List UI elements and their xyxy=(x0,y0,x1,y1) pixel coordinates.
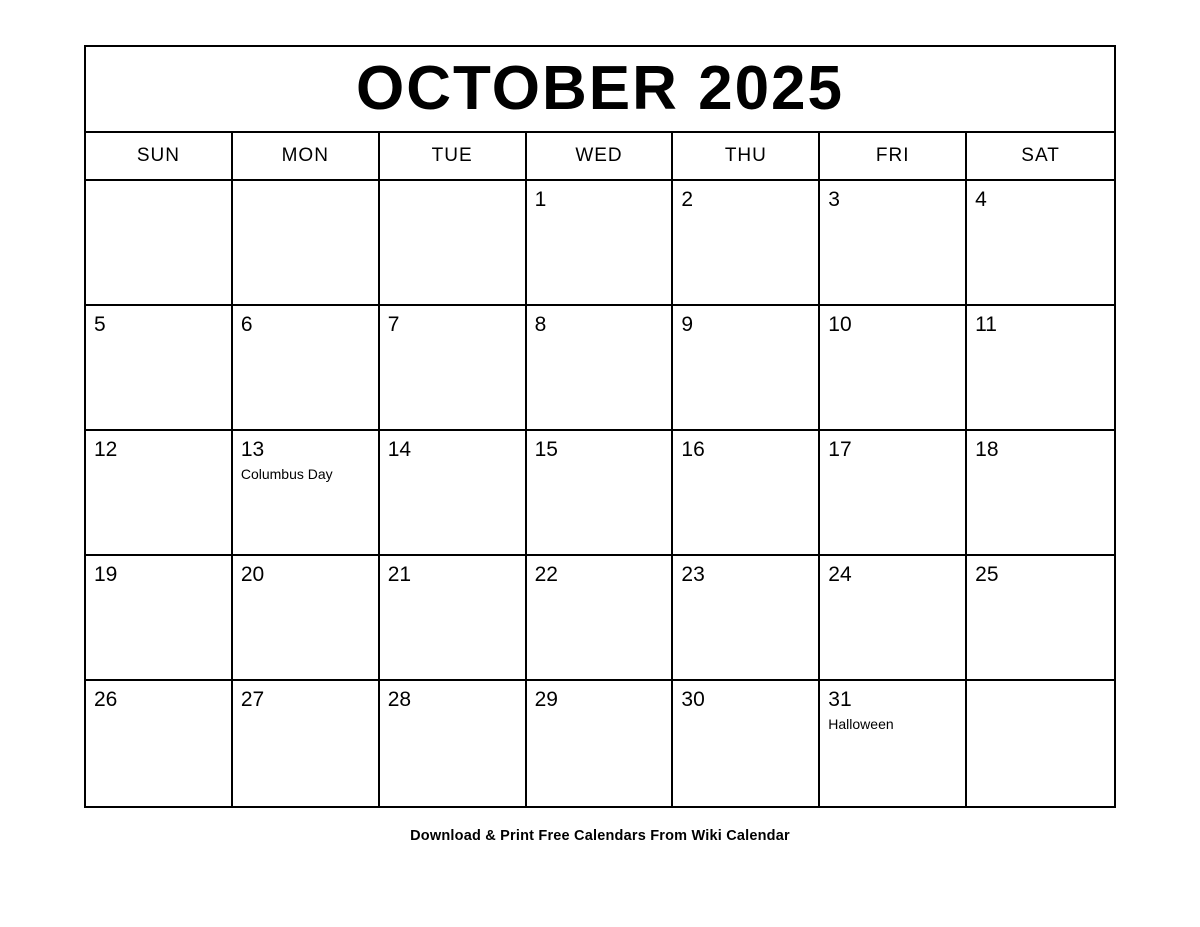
weekday-header-thu: THU xyxy=(673,133,820,179)
footer-credit xyxy=(0,828,1200,844)
day-number: 2 xyxy=(681,188,694,211)
day-event: Columbus Day xyxy=(240,466,333,482)
day-number: 19 xyxy=(94,563,118,586)
day-number: 4 xyxy=(975,188,987,211)
calendar-weeks xyxy=(86,181,1114,806)
day-cell[interactable] xyxy=(527,556,674,679)
day-number: 26 xyxy=(94,688,118,711)
day-number: 17 xyxy=(828,438,852,461)
weekday-header-mon: MON xyxy=(233,133,380,179)
day-cell[interactable] xyxy=(820,306,967,429)
day-cell[interactable] xyxy=(86,181,233,304)
day-event: Halloween xyxy=(828,716,894,732)
day-cell[interactable] xyxy=(673,306,820,429)
day-number: 28 xyxy=(387,688,412,711)
weekday-header-wed: WED xyxy=(527,133,674,179)
day-number: 13 xyxy=(240,438,265,461)
calendar-title-bar xyxy=(86,47,1114,133)
weekday-header-tue: TUE xyxy=(380,133,527,179)
day-cell[interactable] xyxy=(967,681,1114,806)
day-cell[interactable] xyxy=(233,306,380,429)
footer-brand-link[interactable]: Wiki Calendar xyxy=(691,828,790,844)
day-number: 12 xyxy=(94,438,118,461)
day-cell[interactable] xyxy=(527,181,674,304)
day-number: 11 xyxy=(975,313,997,336)
weekday-header-sun: SUN xyxy=(86,133,233,179)
day-cell[interactable] xyxy=(527,306,674,429)
day-number: 14 xyxy=(387,438,412,461)
day-cell[interactable] xyxy=(967,181,1114,304)
footer-lead-text: Download & Print Free Calendars From xyxy=(410,828,692,844)
day-cell[interactable] xyxy=(820,556,967,679)
day-cell[interactable] xyxy=(233,556,380,679)
week-row xyxy=(86,181,1114,306)
day-cell[interactable] xyxy=(673,556,820,679)
week-row xyxy=(86,431,1114,556)
day-cell[interactable] xyxy=(380,556,527,679)
day-cell[interactable] xyxy=(233,681,380,806)
day-number: 24 xyxy=(828,563,852,586)
day-cell[interactable] xyxy=(233,431,380,554)
day-number: 30 xyxy=(681,688,705,711)
day-cell[interactable] xyxy=(86,431,233,554)
week-row xyxy=(86,556,1114,681)
day-number: 5 xyxy=(94,313,106,336)
day-number: 1 xyxy=(534,188,547,211)
day-number: 8 xyxy=(534,313,547,336)
day-number: 20 xyxy=(240,563,265,586)
day-number: 29 xyxy=(534,688,558,711)
day-cell[interactable] xyxy=(380,431,527,554)
day-cell[interactable] xyxy=(527,431,674,554)
weekday-header-fri: FRI xyxy=(820,133,967,179)
day-cell[interactable] xyxy=(820,181,967,304)
day-cell[interactable] xyxy=(967,306,1114,429)
day-cell[interactable] xyxy=(86,306,233,429)
day-number: 10 xyxy=(828,313,852,336)
day-number: 18 xyxy=(975,438,999,461)
day-cell[interactable] xyxy=(820,681,967,806)
day-cell[interactable] xyxy=(967,556,1114,679)
day-number: 16 xyxy=(681,438,705,461)
day-number: 31 xyxy=(828,688,852,711)
day-number: 22 xyxy=(534,563,558,586)
day-cell[interactable] xyxy=(86,556,233,679)
page-title: OCTOBER 2025 xyxy=(355,54,845,123)
day-cell[interactable] xyxy=(380,681,527,806)
day-number: 6 xyxy=(240,313,253,336)
day-number: 25 xyxy=(975,563,999,586)
day-cell[interactable] xyxy=(233,181,380,304)
day-cell[interactable] xyxy=(673,681,820,806)
day-number: 27 xyxy=(240,688,265,711)
day-cell[interactable] xyxy=(967,431,1114,554)
day-number: 23 xyxy=(681,563,705,586)
day-cell[interactable] xyxy=(673,181,820,304)
day-cell[interactable] xyxy=(380,181,527,304)
day-cell[interactable] xyxy=(527,681,674,806)
day-number: 3 xyxy=(828,188,840,211)
day-cell[interactable] xyxy=(673,431,820,554)
day-number: 9 xyxy=(681,313,694,336)
week-row xyxy=(86,306,1114,431)
day-number: 7 xyxy=(387,313,400,336)
day-cell[interactable] xyxy=(380,306,527,429)
weekday-header-row xyxy=(86,133,1114,181)
day-number: 21 xyxy=(387,563,412,586)
day-number: 15 xyxy=(534,438,558,461)
calendar-grid xyxy=(84,45,1116,808)
day-cell[interactable] xyxy=(820,431,967,554)
week-row xyxy=(86,681,1114,806)
day-cell[interactable] xyxy=(86,681,233,806)
weekday-header-sat: SAT xyxy=(1021,145,1060,166)
